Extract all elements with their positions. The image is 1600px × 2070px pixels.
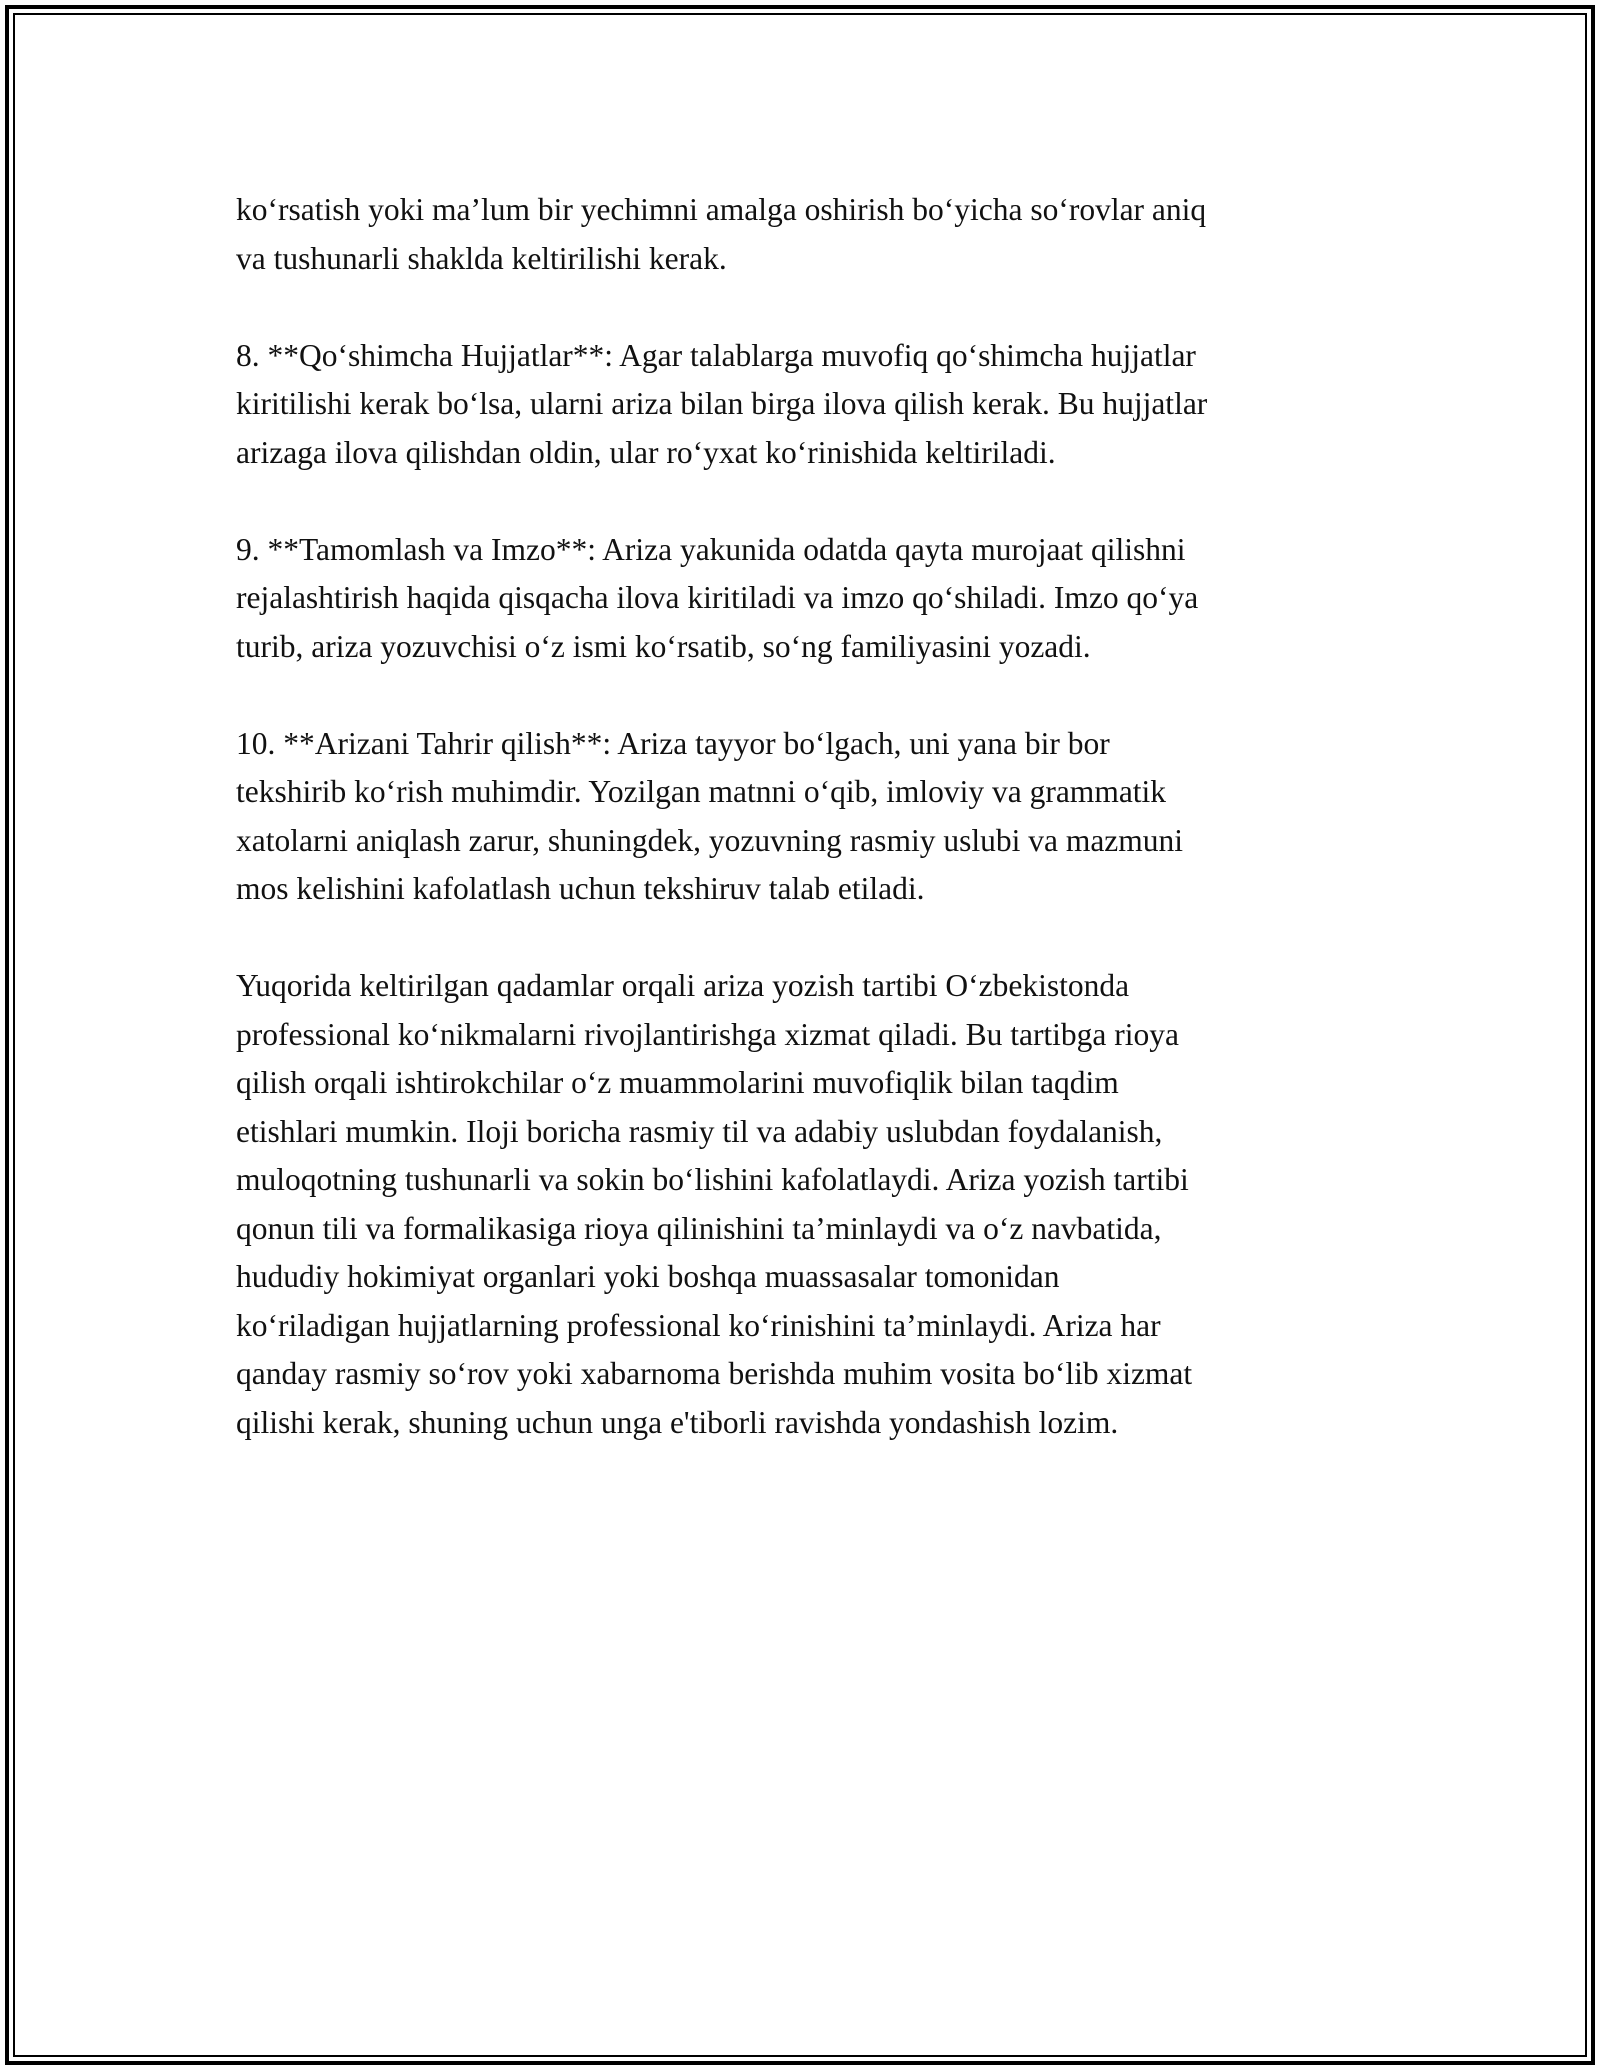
text-line: qilishi kerak, shuning uchun unga e'tiborli ravishda yondashish lozim.	[236, 1404, 1119, 1440]
text-line: Yuqorida keltirilgan qadamlar orqali ariza yozish tartibi O‘zbekistonda	[236, 968, 1130, 1003]
text-line: rejalashtirish haqida qisqacha ilova kiritiladi va imzo qo‘shiladi. Imzo qo‘ya	[236, 580, 1199, 615]
text-line: etishlari mumkin. Iloji boricha rasmiy til va adabiy uslubdan foydalanish,	[236, 1113, 1163, 1149]
text-line: professional ko‘nikmalarni rivojlantirishga xizmat qiladi. Bu tartibga rioya	[236, 1016, 1180, 1052]
text-line: 10. **Arizani Tahrir qilish**: Ariza tayyor bo‘lgach, uni yana bir bor	[236, 725, 1110, 761]
text-line: kiritilishi kerak bo‘lsa, ularni ariza bilan birga ilova qilish kerak. Bu hujjatlar	[236, 386, 1208, 421]
text-line: qilish orqali ishtirokchilar o‘z muammolarini muvofiqlik bilan taqdim	[236, 1065, 1119, 1100]
text-line: arizaga ilova qilishdan oldin, ular ro‘yxat ko‘rinishida keltiriladi.	[236, 434, 1056, 470]
paragraph-conclusion	[236, 962, 1376, 1447]
text-line: 9. **Tamomlash va Imzo**: Ariza yakunida odatda qayta murojaat qilishni	[236, 531, 1186, 567]
text-line: ko‘rsatish yoki ma’lum bir yechimni amalga oshirish bo‘yicha so‘rovlar aniq	[236, 192, 1207, 227]
text-line: qanday rasmiy so‘rov yoki xabarnoma berishda muhim vosita bo‘lib xizmat	[236, 1356, 1193, 1391]
text-line: tekshirib ko‘rish muhimdir. Yozilgan matnni o‘qib, imloviy va grammatik	[236, 774, 1167, 809]
text-line: xatolarni aniqlash zarur, shuningdek, yozuvning rasmiy uslubi va mazmuni	[236, 822, 1184, 858]
document-body	[236, 186, 1376, 1496]
text-line: 8. **Qo‘shimcha Hujjatlar**: Agar talablarga muvofiq qo‘shimcha hujjatlar	[236, 337, 1196, 373]
text-line: va tushunarli shaklda keltirilishi kerak.	[236, 240, 727, 276]
paragraph-item-10	[236, 720, 1376, 914]
text-line: qonun tili va formalikasiga rioya qilinishini ta’minlaydi va o‘z navbatida,	[236, 1210, 1162, 1246]
paragraph-item-8	[236, 332, 1376, 478]
text-line: muloqotning tushunarli va sokin bo‘lishini kafolatlaydi. Ariza yozish tartibi	[236, 1162, 1189, 1197]
text-line: mos kelishini kafolatlash uchun tekshiruv talab etiladi.	[236, 871, 925, 906]
paragraph-item-9	[236, 526, 1376, 672]
text-line: turib, ariza yozuvchisi o‘z ismi ko‘rsatib, so‘ng familiyasini yozadi.	[236, 628, 1091, 664]
text-line: hududiy hokimiyat organlari yoki boshqa muassasalar tomonidan	[236, 1259, 1060, 1294]
paragraph-continuation	[236, 186, 1376, 283]
text-line: ko‘riladigan hujjatlarning professional ko‘rinishini ta’minlaydi. Ariza har	[236, 1307, 1161, 1343]
